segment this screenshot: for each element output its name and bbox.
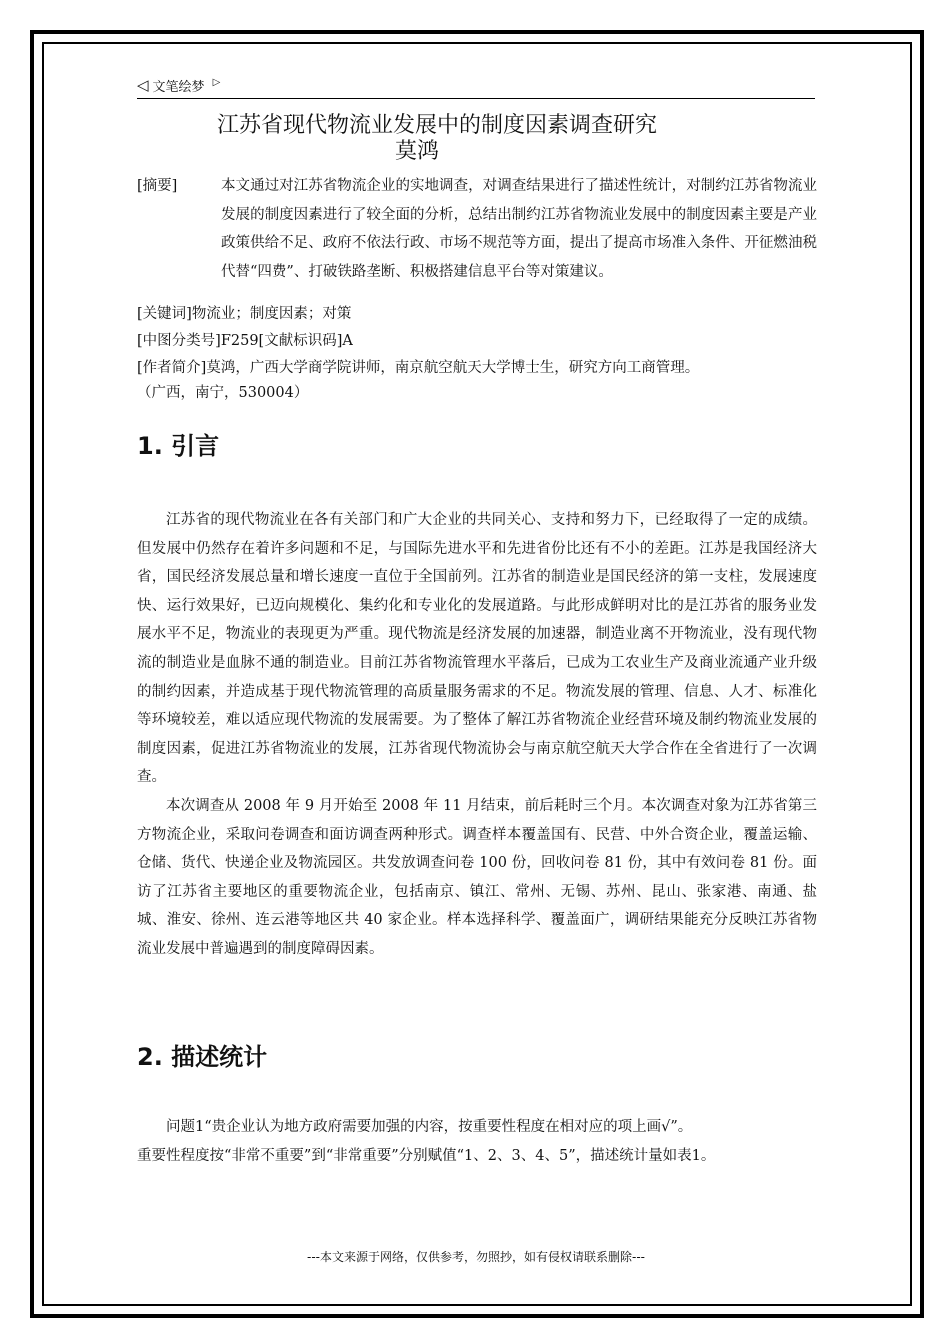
paragraph-continuation: 重要性程度按“非常不重要”到“非常重要”分别赋值“1、2、3、4、5”，描述统计量如表1。 <box>137 1147 716 1164</box>
page-header <box>137 72 815 99</box>
section-heading-introduction: 1. 引言 <box>137 432 220 460</box>
classification: [中图分类号]F259[文献标识码]A <box>137 333 353 349</box>
author-address: （广西，南宁，530004） <box>137 385 309 401</box>
abstract-label: [摘要] <box>137 178 178 194</box>
section-body-introduction <box>137 506 817 964</box>
paragraph: 江苏省的现代物流业在各有关部门和广大企业的共同关心、支持和努力下，已经取得了一定的成绩。但发展中仍然存在着许多问题和不足，与国际先进水平和先进省份比还有不小的差距。江苏是我国经济大省，国民经济发展总量和增长速度一直位于全国前列。江苏省的制造业是国民经济的第一支柱，发展速度快、运行效果好，已迈向规模化、集约化和专业化的发展道路。与此形成鲜明对比的是江苏省的服务业发展水平不足，物流业的表现更为严重。现代物流是经济发展的加速器，制造业离不开物流业，没有现代物流的制造业是血脉不通的制造业。目前江苏省物流管理水平落后，已成为工农业生产及商业流通产业升级的制约因素，并造成基于现代物流管理的高质量服务需求的不足。物流发展的管理、信息、人才、标准化等环境较差，难以适应现代物流的发展需要。为了整体了解江苏省物流企业经营环境及制约物流业发展的制度因素，促进江苏省物流业的发展，江苏省现代物流协会与南京航空航天大学合作在全省进行了一次调查。 <box>137 512 817 786</box>
abstract-text: 本文通过对江苏省物流企业的实地调查，对调查结果进行了描述性统计，对制约江苏省物流业发展的制度因素进行了较全面的分析，总结出制约江苏省物流业发展中的制度因素主要是产业政策供给不足、政府不依法行政、市场不规范等方面，提出了提高市场准入条件、开征燃油税代替“四费”、打破铁路垄断、积极搭建信息平台等对策建议。 <box>221 178 817 280</box>
article-author: 莫鸿 <box>394 139 439 164</box>
header-label: 文笔绘梦 <box>152 79 205 95</box>
keywords: [关键词]物流业；制度因素；对策 <box>137 306 352 322</box>
triangle-left-icon: ◁ <box>137 76 149 94</box>
page-footer-disclaimer: ---本文来源于网络，仅供参考，勿照抄，如有侵权请联系删除--- <box>307 1250 645 1264</box>
section-body-descriptive-statistics <box>137 1113 817 1170</box>
section-heading-descriptive-statistics: 2. 描述统计 <box>137 1043 268 1071</box>
triangle-right-icon: ▷ <box>212 76 221 88</box>
paragraph: 本次调查从 2008 年 9 月开始至 2008 年 11 月结束，前后耗时三个月。本次调查对象为江苏省第三方物流企业，采取问卷调查和面访调查两种形式。调查样本覆盖国有、民营、中外合资企业，覆盖运输、仓储、货代、快递企业及物流园区。共发放调查问卷 100 份，回收问卷 81 份，其中有效问卷 81 份。面访了江苏省主要地区的重要物流企业，包括南京、镇江、常州、无锡、苏州、昆山、张家港、南通、盐城、淮安、徐州、连云港等地区共 40 家企业。样本选择科学、覆盖面广，调研结果能充分反映江苏省物流业发展中普遍遇到的制度障碍因素。 <box>137 797 817 957</box>
author-intro: [作者简介]莫鸿，广西大学商学院讲师，南京航空航天大学博士生，研究方向工商管理。 <box>137 360 700 376</box>
paragraph: 问题1“贵企业认为地方政府需要加强的内容，按重要性程度在相对应的项上画√”。 <box>166 1119 693 1135</box>
abstract-block <box>137 172 817 286</box>
article-title: 江苏省现代物流业发展中的制度因素调查研究 <box>216 113 657 138</box>
